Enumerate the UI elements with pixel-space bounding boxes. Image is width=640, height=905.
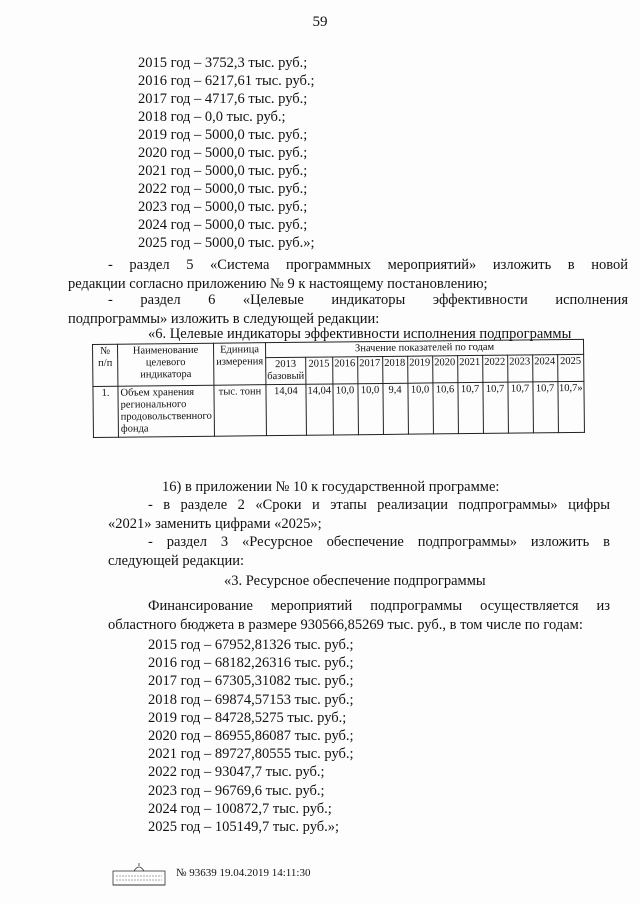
year-line: 2022 год – 5000,0 тыс. руб.; bbox=[138, 181, 308, 197]
paragraph-section6-line1: - раздел 6 «Целевые индикаторы эффективности исполнения bbox=[108, 292, 628, 308]
indicators-table bbox=[92, 339, 585, 438]
header-values-by-year: Значение показателей по годам bbox=[265, 339, 583, 357]
year-header-cell: 2025 bbox=[557, 354, 584, 381]
registry-stamp-icon bbox=[112, 862, 166, 888]
paragraph-section6-line2: подпрограммы» изложить в следующей редакции: bbox=[68, 311, 380, 327]
year-line: 2016 год – 6217,61 тыс. руб.; bbox=[138, 73, 315, 89]
value-cell: 10,7 bbox=[507, 382, 533, 433]
paragraph-financing-line2: областного бюджета в размере 930566,85269 тыс. руб., в том числе по годам: bbox=[108, 617, 583, 633]
paragraph-section2-line1: - в разделе 2 «Сроки и этапы реализации подпрограммы» цифры bbox=[148, 497, 610, 513]
paragraph-section3-line2: следующей редакции: bbox=[108, 553, 245, 569]
year-line: 2017 год – 4717,6 тыс. руб.; bbox=[138, 91, 308, 107]
value-cell: 10,0 bbox=[357, 383, 383, 434]
year-line: 2023 год – 5000,0 тыс. руб.; bbox=[138, 199, 308, 215]
year-header-cell: 2024 bbox=[532, 355, 557, 382]
header-unit: Единица измерения bbox=[214, 343, 266, 386]
year-header-cell: 2016 bbox=[332, 357, 357, 384]
value-cell: 10,0 bbox=[332, 384, 358, 435]
year-line: 2024 год – 5000,0 тыс. руб.; bbox=[138, 217, 308, 233]
year-line: 2025 год – 5000,0 тыс. руб.»; bbox=[138, 235, 315, 251]
section6-title: «6. Целевые индикаторы эффективности исполнения подпрограммы bbox=[148, 326, 572, 342]
year-line: 2015 год – 67952,81326 тыс. руб.; bbox=[148, 637, 354, 653]
year-header-cell: 2023 bbox=[507, 355, 532, 382]
year-line: 2017 год – 67305,31082 тыс. руб.; bbox=[148, 673, 354, 690]
value-cell: 9,4 bbox=[382, 383, 408, 434]
year-line: 2022 год – 93047,7 тыс. руб.; bbox=[148, 764, 325, 781]
paragraph-section2-line2: «2021» заменить цифрами «2025»; bbox=[108, 516, 322, 532]
paragraph-section5-line1: - раздел 5 «Система программных мероприятий» изложить в новой bbox=[108, 257, 628, 273]
paragraph-appendix10: 16) в приложении № 10 к государственной программе: bbox=[162, 479, 500, 495]
year-line: 2018 год – 0,0 тыс. руб.; bbox=[138, 109, 286, 125]
paragraph-financing-line1: Финансирование мероприятий подпрограммы осуществляется из bbox=[148, 598, 610, 614]
row-unit: тыс. тонн bbox=[214, 385, 266, 437]
year-header-cell: 2021 bbox=[457, 355, 482, 382]
year-line: 2019 год – 5000,0 тыс. руб.; bbox=[138, 127, 308, 143]
header-indicator-name: Наименование целевого индикатора bbox=[118, 343, 214, 386]
year-line: 2021 год – 5000,0 тыс. руб.; bbox=[138, 163, 308, 179]
value-cell: 10,6 bbox=[432, 383, 458, 434]
paragraph-section5-line2: редакции согласно приложению № 9 к настоящему постановлению; bbox=[68, 276, 488, 292]
section3-title: «3. Ресурсное обеспечение подпрограммы bbox=[224, 573, 486, 589]
year-line: 2020 год – 5000,0 тыс. руб.; bbox=[138, 145, 308, 161]
paragraph-section3-line1: - раздел 3 «Ресурсное обеспечение подпрограммы» изложить в bbox=[148, 534, 610, 550]
year-header-cell: 2013 базовый bbox=[266, 357, 306, 384]
year-header-cell: 2015 bbox=[306, 357, 333, 384]
year-header-cell: 2017 bbox=[357, 356, 382, 383]
value-cell: 10,7» bbox=[557, 381, 584, 432]
year-line: 2025 год – 105149,7 тыс. руб.»; bbox=[148, 819, 340, 835]
year-line: 2016 год – 68182,26316 тыс. руб.; bbox=[148, 655, 354, 672]
value-cell: 14,04 bbox=[266, 384, 307, 435]
value-cell: 10,0 bbox=[407, 383, 433, 434]
value-cell: 10,7 bbox=[457, 382, 483, 433]
value-cell: 10,7 bbox=[532, 382, 558, 433]
year-header-cell: 2018 bbox=[382, 356, 407, 383]
header-number: № п/п bbox=[93, 344, 118, 386]
year-line: 2015 год – 3752,3 тыс. руб.; bbox=[138, 55, 308, 71]
table-row bbox=[93, 381, 585, 437]
year-line: 2023 год – 96769,6 тыс. руб.; bbox=[148, 782, 325, 799]
year-header-cell: 2020 bbox=[432, 356, 457, 383]
row-number: 1. bbox=[93, 386, 119, 437]
year-line: 2024 год – 100872,7 тыс. руб.; bbox=[148, 800, 332, 817]
year-header-cell: 2022 bbox=[482, 355, 507, 382]
value-cell: 14,04 bbox=[306, 384, 333, 435]
value-cell: 10,7 bbox=[482, 382, 508, 433]
year-header-cell: 2019 bbox=[407, 356, 432, 383]
row-indicator-name: Объем хранения регионального продовольственного фонда bbox=[118, 385, 215, 437]
year-line: 2020 год – 86955,86087 тыс. руб.; bbox=[148, 728, 354, 744]
year-line: 2018 год – 69874,57153 тыс. руб.; bbox=[148, 691, 354, 708]
year-line: 2019 год – 84728,5275 тыс. руб.; bbox=[148, 709, 347, 726]
year-line: 2021 год – 89727,80555 тыс. руб.; bbox=[148, 746, 354, 763]
registration-number: № 93639 19.04.2019 14:11:30 bbox=[176, 867, 311, 879]
page-number: 59 bbox=[312, 14, 328, 30]
